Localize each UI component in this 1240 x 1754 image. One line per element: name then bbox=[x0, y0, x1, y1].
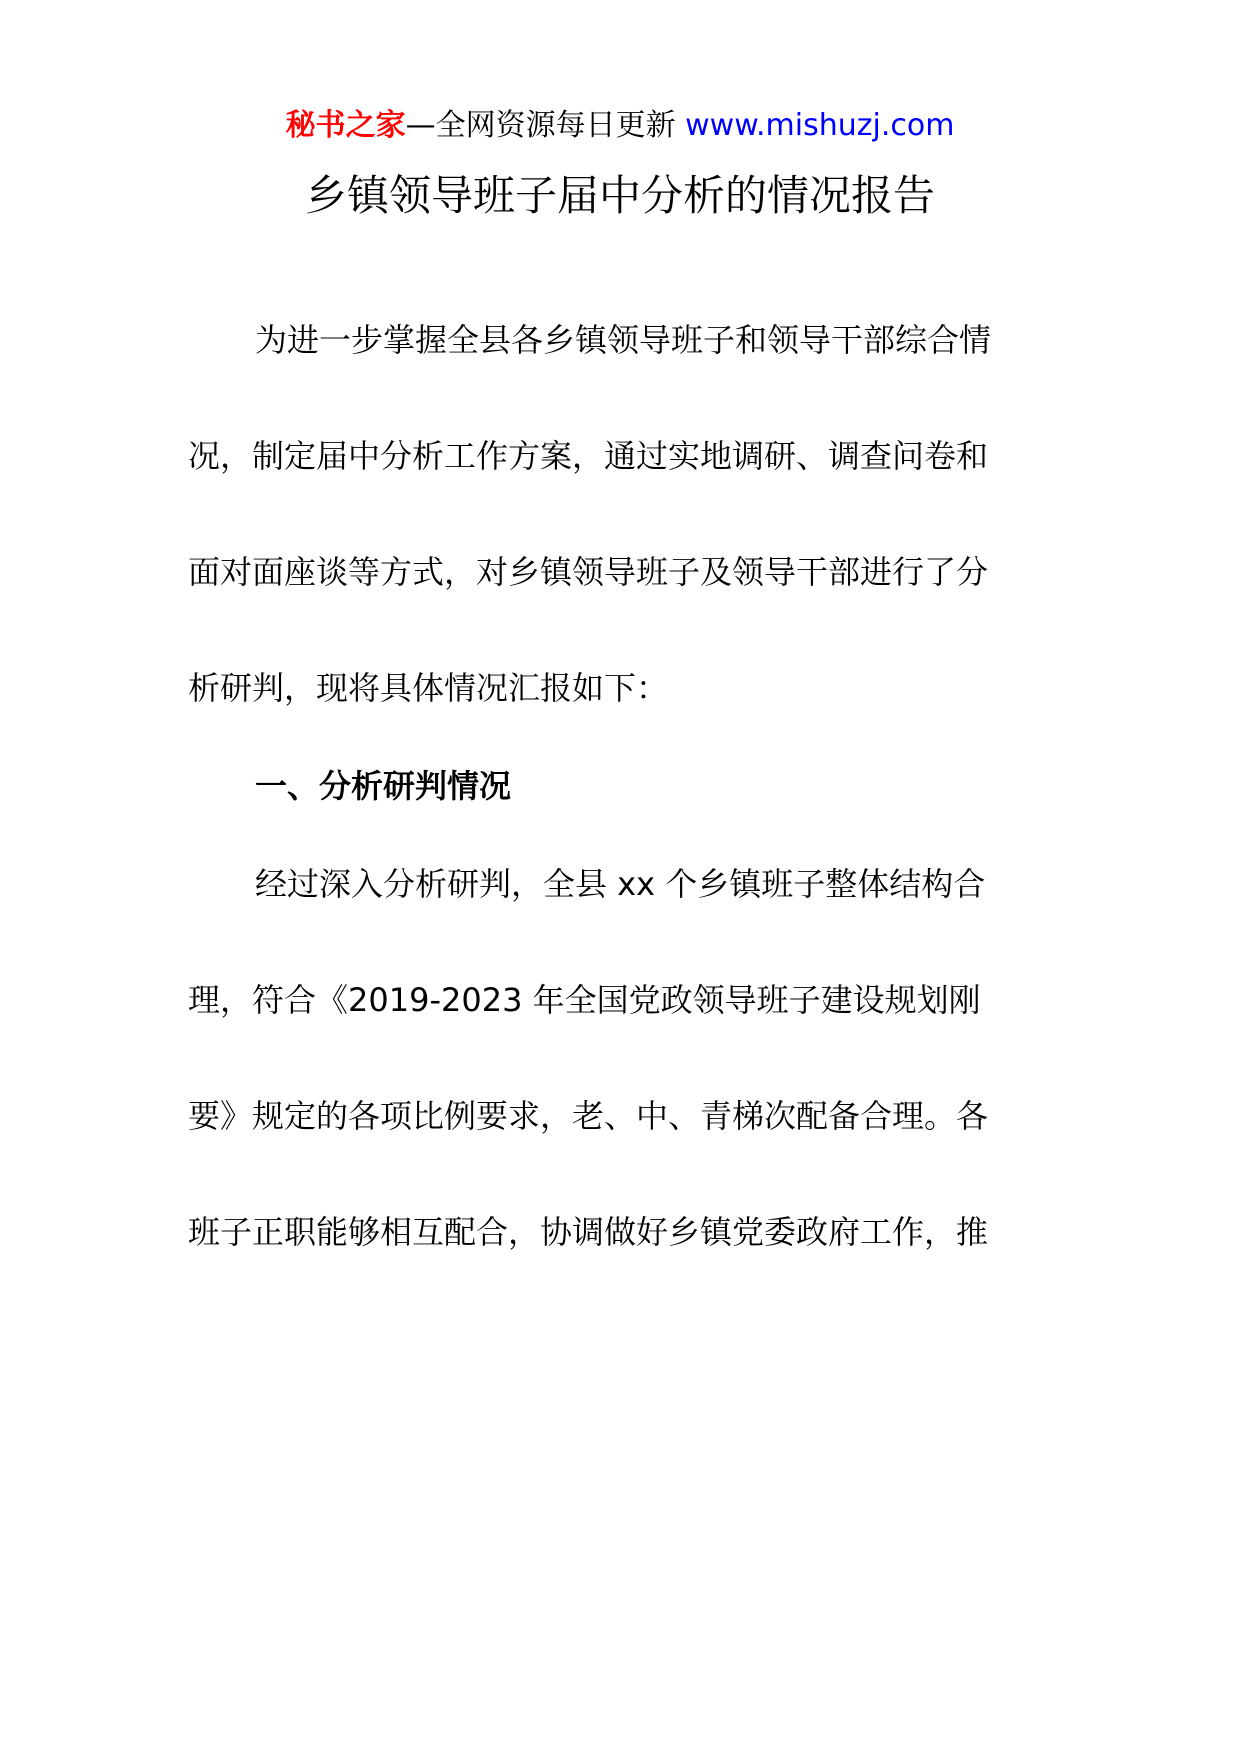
paragraph-2-line-2: 理，符合《2019-2023 年全国党政领导班子建设规划刚 bbox=[188, 981, 981, 1019]
paragraph-1-line-2: 况，制定届中分析工作方案，通过实地调研、调查问卷和 bbox=[188, 437, 989, 475]
section-heading-1: 一、分析研判情况 bbox=[255, 767, 512, 805]
paragraph-1-line-4: 析研判，现将具体情况汇报如下： bbox=[188, 669, 669, 707]
header-tagline: —全网资源每日更新 bbox=[405, 108, 676, 143]
brand-name: 秘书之家 bbox=[285, 108, 406, 143]
site-url-link[interactable]: www.mishuzj.com bbox=[685, 108, 955, 143]
paragraph-2-line-1: 经过深入分析研判，全县 xx 个乡镇班子整体结构合 bbox=[255, 865, 986, 903]
paragraph-2-line-4: 班子正职能够相互配合，协调做好乡镇党委政府工作，推 bbox=[188, 1213, 989, 1251]
paragraph-2-line-3: 要》规定的各项比例要求，老、中、青梯次配备合理。各 bbox=[188, 1097, 989, 1135]
site-header bbox=[0, 106, 1240, 146]
document-title: 乡镇领导班子届中分析的情况报告 bbox=[304, 171, 935, 220]
paragraph-1-line-1: 为进一步掌握全县各乡镇领导班子和领导干部综合情 bbox=[255, 321, 992, 359]
paragraph-1-line-3: 面对面座谈等方式，对乡镇领导班子及领导干部进行了分 bbox=[188, 553, 989, 591]
